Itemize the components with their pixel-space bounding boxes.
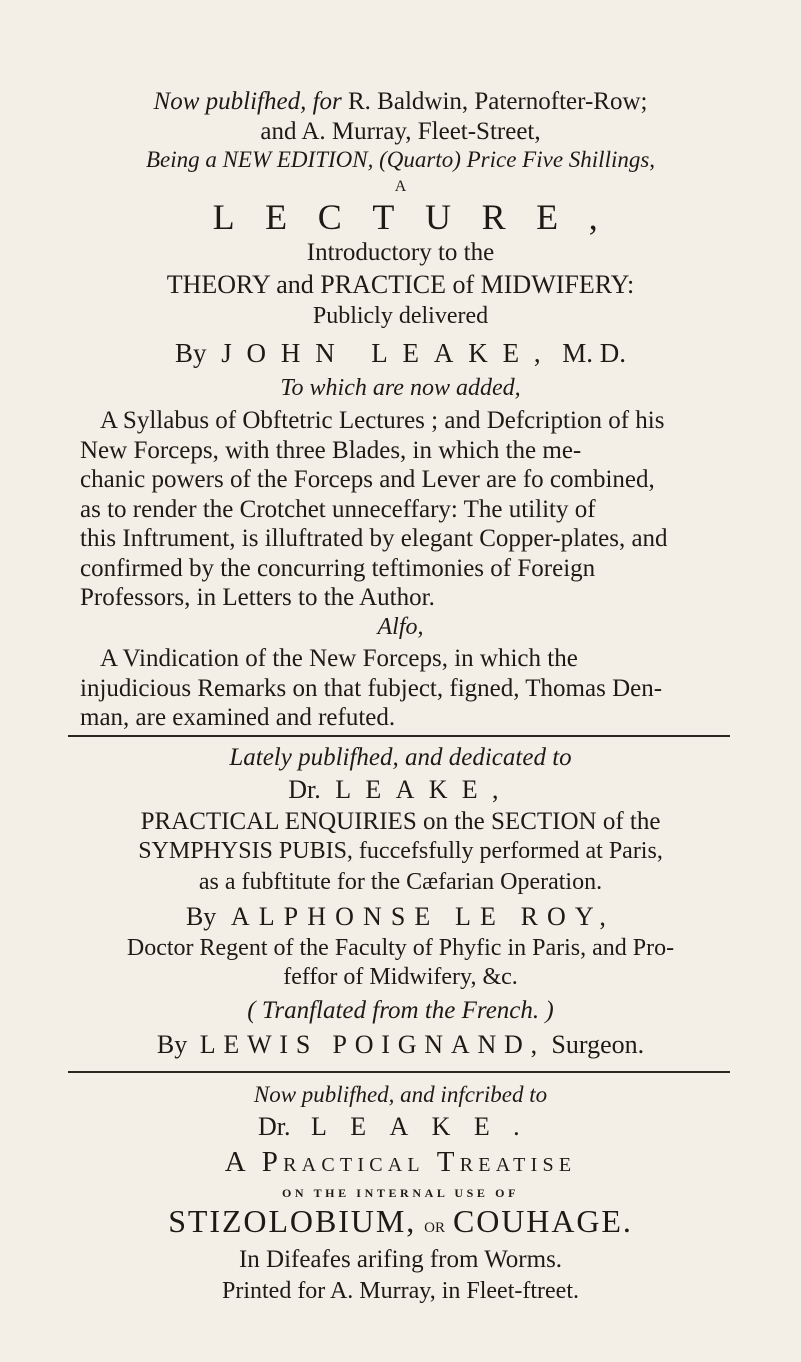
para1-line3: chanic powers of the Forceps and Lever are fo combined, (80, 466, 655, 493)
translator-line (0, 1030, 801, 1060)
para1-line6: confirmed by the concurring teftimonies of Foreign (80, 554, 596, 582)
stizolobium-word: STIZOLOBIUM, (168, 1203, 417, 1239)
para1-line5: this Inftrument, is illuftrated by elegant Copper-plates, and (80, 525, 668, 552)
translator-author-line (0, 902, 801, 932)
internal-use-line: ON THE INTERNAL USE OF (281, 1186, 520, 1200)
alphonse-le-roy: ALPHONSE LE ROY, (230, 902, 616, 931)
author-name: JOHN LEAKE, (221, 338, 556, 368)
now-inscribed-line: Now publifhed, and infcribed to (253, 1082, 548, 1107)
theory-practice-line: THEORY and PRACTICE of MIDWIFERY: (166, 270, 635, 299)
printed-for-line: Printed for A. Murray, in Fleet-ftreet. (221, 1278, 579, 1304)
introductory-line: Introductory to the (306, 239, 495, 266)
or-word: or (424, 1212, 445, 1237)
para1-line7: Professors, in Letters to the Author. (80, 584, 435, 611)
publisher-line (0, 88, 801, 116)
divider-rule-2 (68, 1071, 730, 1073)
also-line: Alfo, (377, 614, 424, 640)
symphysis-line: SYMPHYSIS PUBIS, fuccefsfully performed at Paris, (138, 838, 663, 864)
lately-published-line: Lately publifhed, and dedicated to (229, 744, 572, 771)
added-line: To which are now added, (280, 375, 521, 401)
para2-line3: man, are examined and refuted. (80, 704, 396, 731)
by-word: By (174, 338, 207, 368)
diseases-line: In Difeafes arifing from Worms. (238, 1246, 563, 1273)
publisher-names: R. Baldwin, Paternofter-Row; (348, 88, 648, 115)
syllabus-paragraph (80, 406, 735, 613)
inscribed-to-line (0, 1112, 801, 1142)
stizolobium-line (0, 1203, 801, 1240)
practical-treatise-title: A Practical Treatise (224, 1146, 577, 1178)
now-published-text: Now publifhed, for (153, 88, 342, 115)
lewis-poignand: LEWIS POIGNAND, (199, 1030, 545, 1059)
publicly-delivered-line: Publicly delivered (312, 303, 489, 329)
by-word-2: By (185, 902, 217, 931)
edition-line: Being a NEW EDITION, (Quarto) Price Five Shillings, (145, 147, 656, 172)
dedicatee-name: LEAKE, (335, 775, 513, 804)
leake-name-2: LEAKE. (310, 1112, 544, 1141)
publisher-line-2: and A. Murray, Fleet-Street, (260, 118, 541, 145)
para1-line1: A Syllabus of Obftetric Lectures ; and Defcription of his (100, 407, 665, 434)
substitute-line: as a fubftitute for the Cæfarian Operation. (198, 869, 603, 895)
author-degree: M. D. (562, 338, 627, 368)
article-a: A (394, 178, 407, 195)
author-line (0, 338, 801, 369)
divider-rule-1 (68, 735, 730, 737)
professor-line: feffor of Midwifery, &c. (283, 964, 518, 990)
surgeon-word: Surgeon. (551, 1030, 645, 1059)
para1-line2: New Forceps, with three Blades, in which the me- (80, 436, 582, 464)
lecture-title: LECTURE, (212, 197, 629, 237)
dr-word: Dr. (288, 775, 321, 804)
translated-line: ( Tranflated from the French. ) (247, 997, 554, 1024)
para2-line1: A Vindication of the New Forceps, in which the (100, 645, 578, 672)
para1-line4: as to render the Crotchet unneceffary: The utility of (80, 495, 596, 523)
by-word-3: By (156, 1030, 188, 1059)
para2-line2: injudicious Remarks on that fubject, figned, Thomas Den- (80, 674, 663, 702)
enquiries-line: PRACTICAL ENQUIRIES on the SECTION of the (140, 808, 661, 835)
doctor-regent-line: Doctor Regent of the Faculty of Phyfic in Paris, and Pro- (126, 935, 675, 961)
dr-word-2: Dr. (257, 1112, 291, 1141)
couhage-word: COUHAGE. (452, 1203, 633, 1239)
dedicatee-line (0, 775, 801, 805)
vindication-paragraph (80, 644, 735, 733)
